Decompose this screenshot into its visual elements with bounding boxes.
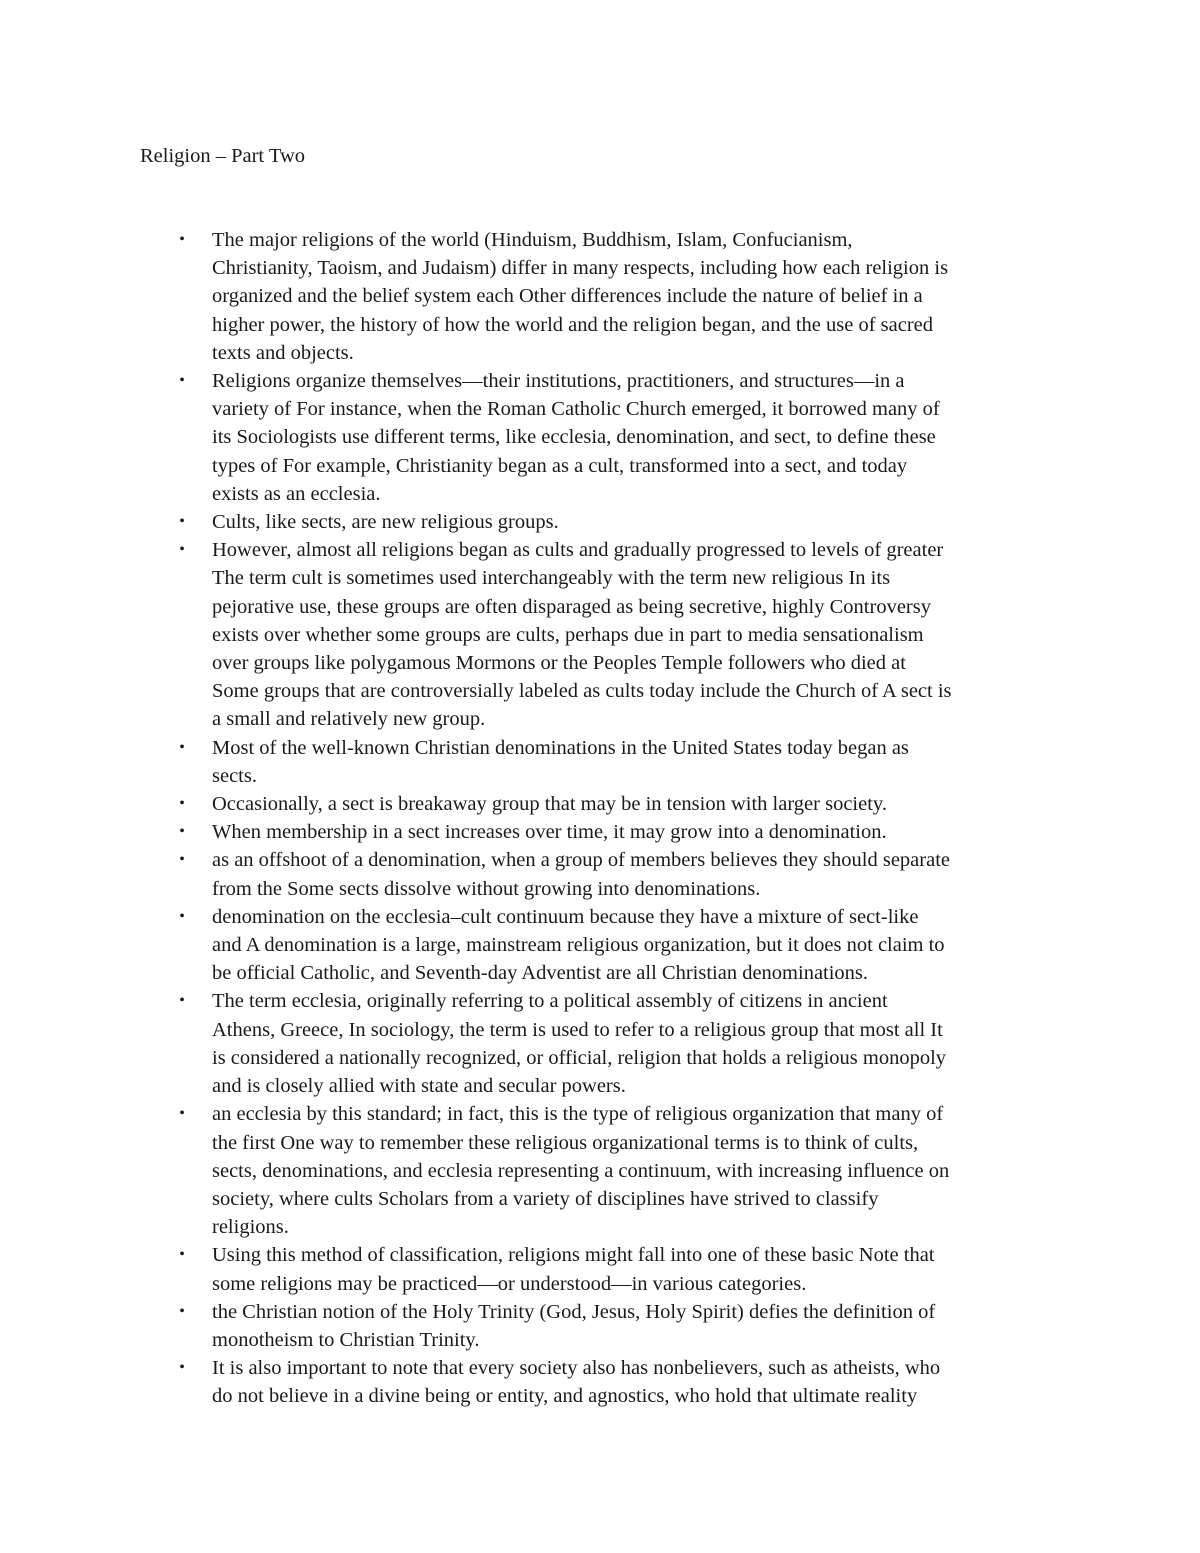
bullet-text-line: Cults, like sects, are new religious groups.: [212, 511, 559, 534]
bullet-item: [179, 818, 1072, 846]
bullet-text-line: sects, denominations, and ecclesia representing a continuum, with increasing influence on: [212, 1159, 950, 1182]
bullet-text-line: be official Catholic, and Seventh-day Adventist are all Christian denominations.: [212, 962, 869, 985]
bullet-text-line: religions.: [212, 1216, 289, 1239]
bullet-item: [179, 846, 1072, 902]
bullet-text-line: However, almost all religions began as cults and gradually progressed to levels of greater: [212, 539, 944, 562]
bullet-text-line: its Sociologists use different terms, like ecclesia, denomination, and sect, to define these: [212, 426, 936, 449]
bullet-dot-icon: •: [179, 372, 185, 390]
bullet-text-line: Athens, Greece, In sociology, the term is used to refer to a religious group that most all It: [212, 1018, 943, 1041]
bullet-list: [179, 226, 1072, 1411]
bullet-text-line: the Christian notion of the Holy Trinity (God, Jesus, Holy Spirit) defies the definition of: [212, 1300, 936, 1323]
bullet-dot-icon: •: [179, 541, 185, 559]
bullet-text-line: as an offshoot of a denomination, when a group of members believes they should separate: [212, 849, 950, 872]
bullet-dot-icon: •: [179, 1302, 185, 1320]
bullet-dot-icon: •: [179, 513, 185, 531]
bullet-text-line: pejorative use, these groups are often disparaged as being secretive, highly Controversy: [212, 595, 931, 618]
bullet-dot-icon: •: [179, 851, 185, 869]
bullet-dot-icon: •: [179, 1105, 185, 1123]
bullet-text-line: Most of the well-known Christian denominations in the United States today began as: [212, 736, 909, 759]
bullet-text-line: higher power, the history of how the world and the religion began, and the use of sacred: [212, 313, 934, 336]
bullet-text-line: Some groups that are controversially labeled as cults today include the Church of A sect is: [212, 680, 952, 703]
bullet-text-line: variety of For instance, when the Roman Catholic Church emerged, it borrowed many of: [212, 398, 940, 421]
bullet-item: [179, 226, 1072, 367]
bullet-text-line: types of For example, Christianity began as a cult, transformed into a sect, and today: [212, 454, 908, 477]
bullet-item: [179, 1241, 1072, 1297]
bullet-text-line: When membership in a sect increases over time, it may grow into a denomination.: [212, 821, 887, 844]
bullet-text-line: is considered a nationally recognized, or official, religion that holds a religious monopoly: [212, 1046, 947, 1069]
bullet-item: [179, 987, 1072, 1100]
bullet-text-line: organized and the belief system each Other differences include the nature of belief in a: [212, 285, 923, 308]
bullet-item: [179, 790, 1072, 818]
bullet-text-line: society, where cults Scholars from a variety of disciplines have strived to classify: [212, 1187, 879, 1210]
bullet-item: [179, 1354, 1072, 1410]
bullet-dot-icon: •: [179, 738, 185, 756]
bullet-text-line: The term cult is sometimes used interchangeably with the term new religious In its: [212, 567, 891, 590]
bullet-dot-icon: •: [179, 907, 185, 925]
bullet-dot-icon: •: [179, 992, 185, 1010]
bullet-dot-icon: •: [179, 823, 185, 841]
bullet-text-line: sects.: [212, 764, 257, 787]
bullet-dot-icon: •: [179, 231, 185, 248]
bullet-text-line: The term ecclesia, originally referring to a political assembly of citizens in ancient: [212, 990, 888, 1013]
bullet-text-line: The major religions of the world (Hinduism, Buddhism, Islam, Confucianism,: [212, 229, 853, 251]
bullet-dot-icon: •: [179, 1246, 185, 1264]
bullet-text-line: Using this method of classification, religions might fall into one of these basic Note that: [212, 1244, 935, 1267]
bullet-text-line: over groups like polygamous Mormons or the Peoples Temple followers who died at: [212, 652, 906, 675]
bullet-item: [179, 1100, 1072, 1241]
bullet-text-line: an ecclesia by this standard; in fact, this is the type of religious organization that many of: [212, 1103, 944, 1126]
bullet-text-line: texts and objects.: [212, 341, 354, 364]
bullet-dot-icon: •: [179, 795, 185, 813]
bullet-item: [179, 903, 1072, 988]
document-title: Religion – Part Two: [140, 145, 306, 167]
bullet-text-line: monotheism to Christian Trinity.: [212, 1328, 480, 1351]
bullet-text-line: Religions organize themselves—their institutions, practitioners, and structures—in a: [212, 370, 905, 393]
bullet-item: [179, 734, 1072, 790]
bullet-text-line: do not believe in a divine being or entity, and agnostics, who hold that ultimate reality: [212, 1385, 918, 1408]
bullet-text-line: from the Some sects dissolve without growing into denominations.: [212, 877, 761, 900]
bullet-text-line: Occasionally, a sect is breakaway group that may be in tension with larger society.: [212, 793, 887, 816]
bullet-text-line: a small and relatively new group.: [212, 708, 486, 731]
bullet-text-line: some religions may be practiced—or understood—in various categories.: [212, 1272, 807, 1295]
bullet-text-line: the first One way to remember these religious organizational terms is to think of cults,: [212, 1131, 919, 1154]
bullet-text-line: denomination on the ecclesia–cult continuum because they have a mixture of sect-like: [212, 905, 919, 928]
bullet-text-line: It is also important to note that every society also has nonbelievers, such as atheists, who: [212, 1357, 941, 1380]
bullet-text-line: exists as an ecclesia.: [212, 482, 381, 505]
bullet-item: [179, 1298, 1072, 1354]
bullet-dot-icon: •: [179, 1359, 185, 1377]
bullet-item: [179, 367, 1072, 508]
bullet-item: [179, 508, 1072, 536]
bullet-text-line: exists over whether some groups are cults, perhaps due in part to media sensationalism: [212, 623, 924, 646]
bullet-item: [179, 536, 1072, 733]
bullet-text-line: and A denomination is a large, mainstream religious organization, but it does not claim to: [212, 934, 945, 957]
bullet-text-line: and is closely allied with state and secular powers.: [212, 1075, 626, 1098]
bullet-text-line: Christianity, Taoism, and Judaism) differ in many respects, including how each religion is: [212, 257, 949, 280]
